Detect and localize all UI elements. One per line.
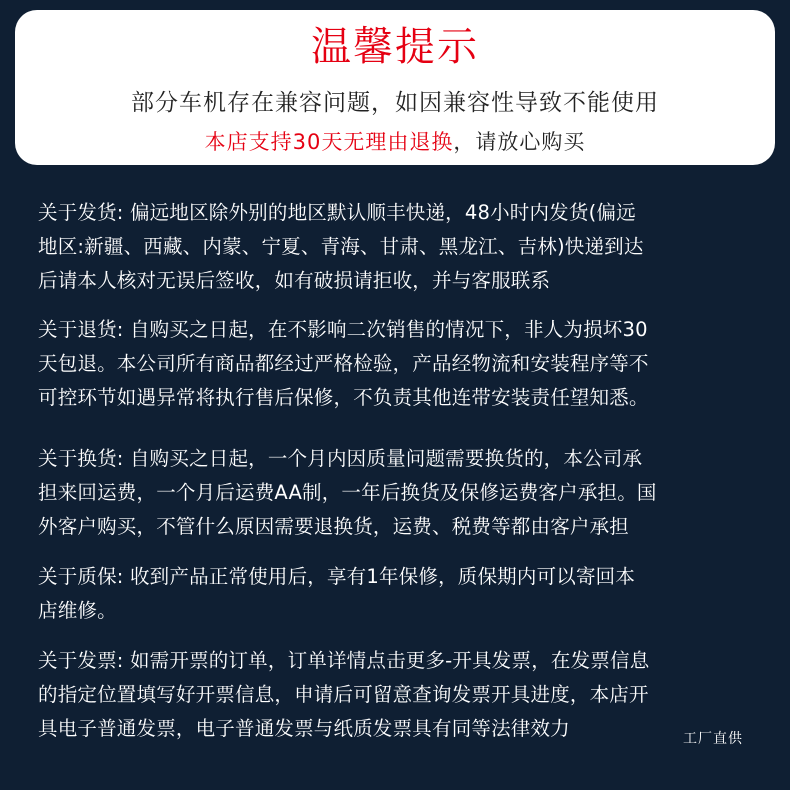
invoice-line-3: 具电子普通发票，电子普通发票与纸质发票具有同等法律效力 (38, 717, 570, 740)
invoice-line-2: 的指定位置填写好开票信息，申请后可留意查询发票开具进度，本店开 (38, 683, 649, 706)
invoice-section (38, 644, 758, 746)
shipping-section (38, 196, 758, 298)
return-policy-highlight: 本店支持30天无理由退换 (204, 130, 454, 154)
exchange-section (38, 442, 758, 544)
return-line-2: 天包退。本公司所有商品都经过严格检验，产品经物流和安装程序等不 (38, 352, 649, 375)
shipping-line-3: 后请本人核对无误后签收，如有破损请拒收，并与客服联系 (38, 269, 551, 292)
warranty-section (38, 560, 758, 628)
warranty-line-1: 关于质保: 收到产品正常使用后，享有1年保修，质保期内可以寄回本 (38, 565, 636, 588)
notice-title: 温馨提示 (311, 24, 479, 70)
exchange-line-1: 关于换货: 自购买之日起，一个月内因质量问题需要换货的，本公司承 (38, 447, 643, 470)
return-line-1: 关于退货: 自购买之日起，在不影响二次销售的情况下，非人为损坏30 (38, 318, 648, 341)
return-policy-notice (15, 127, 775, 157)
shipping-line-1: 关于发货: 偏远地区除外别的地区默认顺丰快递，48小时内发货(偏远 (38, 201, 636, 224)
compatibility-notice: 部分车机存在兼容问题，如因兼容性导致不能使用 (131, 90, 659, 116)
factory-direct-tag: 工厂直供 (683, 731, 743, 747)
return-policy-rest: ，请放心购买 (453, 130, 586, 154)
return-section (38, 313, 758, 415)
warranty-line-2: 店维修。 (38, 599, 117, 622)
return-line-3: 可控环节如遇异常将执行售后保修，不负责其他连带安装责任望知悉。 (38, 386, 649, 409)
exchange-line-3: 外客户购买，不管什么原因需要退换货，运费、税费等都由客户承担 (38, 515, 630, 538)
notice-card (15, 10, 775, 165)
invoice-line-1: 关于发票: 如需开票的订单，订单详情点击更多-开具发票，在发票信息 (38, 649, 650, 672)
exchange-line-2: 担来回运费，一个月后运费AA制，一年后换货及保修运费客户承担。国 (38, 481, 657, 504)
shipping-line-2: 地区:新疆、西藏、内蒙、宁夏、青海、甘肃、黑龙江、吉林)快递到达 (38, 235, 644, 258)
